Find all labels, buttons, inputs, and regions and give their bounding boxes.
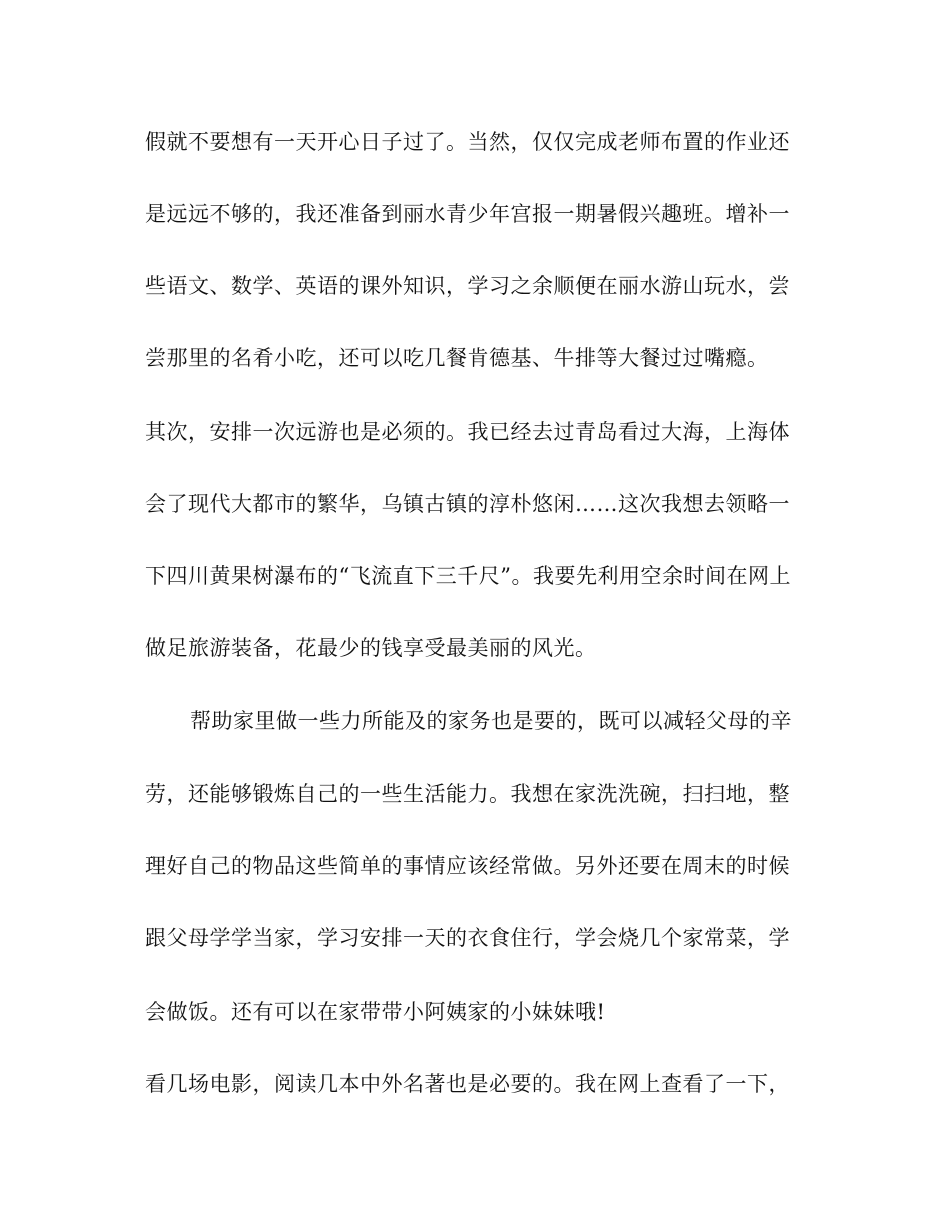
text-line-6: 会了现代大都市的繁华，乌镇古镇的淳朴悠闲……这次我想去领略一: [145, 492, 790, 516]
text-line-13: 会做饭。还有可以在家带带小阿姨家的小妹妹哦!: [145, 1000, 606, 1024]
text-line-5: 其次，安排一次远游也是必须的。我已经去过青岛看过大海，上海体: [145, 420, 790, 444]
text-line-4: 尝那里的名肴小吃，还可以吃几餐肯德基、牛排等大餐过过嘴瘾。: [145, 346, 769, 370]
text-line-11: 理好自己的物品这些简单的事情应该经常做。另外还要在周末的时候: [145, 854, 790, 878]
text-line-10: 劳，还能够锻炼自己的一些生活能力。我想在家洗洗碗，扫扫地，整: [145, 782, 790, 806]
text-line-2: 是远远不够的，我还准备到丽水青少年宫报一期暑假兴趣班。增补一: [145, 202, 790, 226]
text-line-7: 下四川黄果树瀑布的“飞流直下三千尺”。我要先利用空余时间在网上: [145, 564, 791, 588]
text-line-1: 假就不要想有一天开心日子过了。当然，仅仅完成老师布置的作业还: [145, 130, 790, 154]
text-line-14: 看几场电影，阅读几本中外名著也是必要的。我在网上查看了一下，: [145, 1072, 790, 1096]
text-line-9: 帮助家里做一些力所能及的家务也是要的，既可以减轻父母的辛: [190, 709, 792, 733]
text-line-12: 跟父母学学当家，学习安排一天的衣食住行，学会烧几个家常菜，学: [145, 926, 790, 950]
text-line-3: 些语文、数学、英语的课外知识，学习之余顺便在丽水游山玩水，尝: [145, 274, 790, 298]
text-line-8: 做足旅游装备，花最少的钱享受最美丽的风光。: [145, 636, 597, 660]
